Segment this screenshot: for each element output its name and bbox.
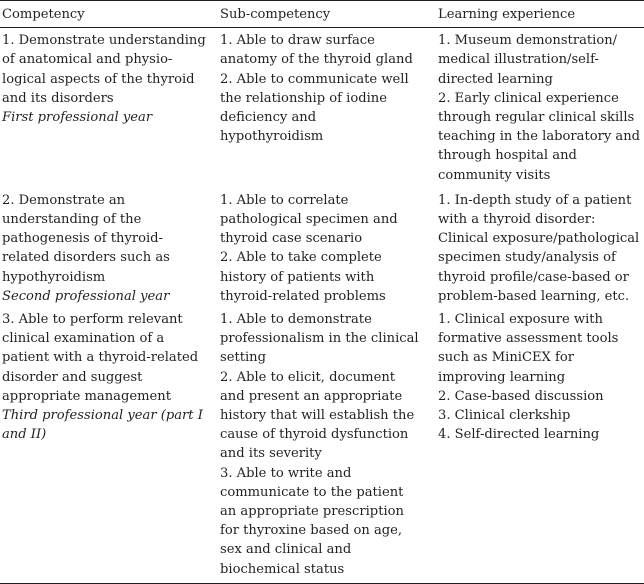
sub-competency-line: 1. Able to demonstrate bbox=[220, 312, 372, 328]
learning-experience-line: through regular clinical skills bbox=[438, 110, 635, 126]
competency-line: pathogenesis of thyroid- bbox=[2, 231, 163, 247]
learning-experience-cell bbox=[430, 28, 644, 191]
learning-experience-line: directed learning bbox=[438, 71, 553, 87]
professional-year: First professional year bbox=[2, 110, 153, 126]
learning-experience-line: 1. In-depth study of a patient bbox=[438, 192, 632, 208]
sub-competency-line: deficiency and bbox=[220, 110, 317, 126]
learning-experience-line: problem-based learning, etc. bbox=[438, 288, 630, 304]
sub-competency-line: 2. Able to elicit, document bbox=[220, 369, 396, 385]
sub-competency-line: thyroid-related problems bbox=[220, 288, 386, 304]
competency-line: disorder and suggest bbox=[2, 369, 143, 385]
competency-line: hypothyroidism bbox=[2, 269, 106, 285]
sub-competency-line: thyroid case scenario bbox=[220, 231, 363, 247]
header-competency: Competency bbox=[0, 1, 216, 28]
sub-competency-line: hypothyroidism bbox=[220, 129, 324, 145]
competency-cell bbox=[0, 191, 216, 310]
competency-line: 1. Demonstrate understanding bbox=[2, 33, 206, 49]
sub-competency-line: anatomy of the thyroid gland bbox=[220, 52, 413, 68]
learning-experience-line: 2. Case-based discussion bbox=[438, 388, 604, 404]
competency-line: logical aspects of the thyroid bbox=[2, 71, 195, 87]
table-header-row bbox=[0, 1, 644, 28]
competency-cell bbox=[0, 28, 216, 191]
competency-line: 3. Able to perform relevant bbox=[2, 312, 183, 328]
competency-line: 2. Demonstrate an bbox=[2, 192, 126, 208]
learning-experience-line: Clinical exposure/pathological bbox=[438, 231, 640, 247]
sub-competency-line: setting bbox=[220, 350, 266, 366]
table-row bbox=[0, 191, 644, 310]
competency-line: patient with a thyroid-related bbox=[2, 350, 199, 366]
sub-competency-line: 3. Able to write and bbox=[220, 465, 352, 481]
competency-line: clinical examination of a bbox=[2, 331, 165, 347]
sub-competency-line: history of patients with bbox=[220, 269, 375, 285]
competency-line: understanding of the bbox=[2, 212, 142, 228]
learning-experience-line: 1. Museum demonstration/ bbox=[438, 33, 618, 49]
sub-competency-line: cause of thyroid dysfunction bbox=[220, 427, 409, 443]
sub-competency-line: history that will establish the bbox=[220, 408, 415, 424]
sub-competency-line: the relationship of iodine bbox=[220, 90, 387, 106]
learning-experience-line: such as MiniCEX for bbox=[438, 350, 575, 366]
header-learning-experience: Learning experience bbox=[430, 1, 644, 28]
table-row bbox=[0, 28, 644, 191]
sub-competency-line: 2. Able to communicate well bbox=[220, 71, 409, 87]
sub-competency-line: 1. Able to correlate bbox=[220, 192, 349, 208]
competency-line: related disorders such as bbox=[2, 250, 170, 266]
learning-experience-line: 4. Self-directed learning bbox=[438, 427, 600, 443]
table-row bbox=[0, 310, 644, 583]
sub-competency-line: 1. Able to draw surface bbox=[220, 33, 375, 49]
header-sub-competency: Sub-competency bbox=[216, 1, 430, 28]
professional-year: Second professional year bbox=[2, 288, 170, 304]
sub-competency-line: communicate to the patient bbox=[220, 484, 404, 500]
sub-competency-line: for thyroxine based on age, bbox=[220, 523, 403, 539]
competency-line: and its disorders bbox=[2, 90, 114, 106]
sub-competency-line: and present an appropriate bbox=[220, 388, 403, 404]
sub-competency-line: professionalism in the clinical bbox=[220, 331, 419, 347]
professional-year: and II) bbox=[2, 427, 47, 443]
sub-competency-cell bbox=[216, 310, 430, 583]
sub-competency-line: sex and clinical and bbox=[220, 542, 352, 558]
competency-line: appropriate management bbox=[2, 388, 171, 404]
learning-experience-line: with a thyroid disorder: bbox=[438, 212, 596, 228]
learning-experience-cell bbox=[430, 191, 644, 310]
learning-experience-line: formative assessment tools bbox=[438, 331, 619, 347]
learning-experience-line: improving learning bbox=[438, 369, 566, 385]
learning-experience-line: community visits bbox=[438, 167, 551, 183]
sub-competency-line: and its severity bbox=[220, 446, 322, 462]
learning-experience-line: 1. Clinical exposure with bbox=[438, 312, 603, 328]
competency-cell bbox=[0, 310, 216, 583]
competency-line: of anatomical and physio- bbox=[2, 52, 173, 68]
learning-experience-cell bbox=[430, 310, 644, 583]
learning-experience-line: specimen study/analysis of bbox=[438, 250, 616, 266]
sub-competency-cell bbox=[216, 191, 430, 310]
learning-experience-line: thyroid profile/case-based or bbox=[438, 269, 629, 285]
sub-competency-line: 2. Able to take complete bbox=[220, 250, 382, 266]
sub-competency-line: pathological specimen and bbox=[220, 212, 398, 228]
sub-competency-line: an appropriate prescription bbox=[220, 504, 404, 520]
learning-experience-line: teaching in the laboratory and bbox=[438, 129, 641, 145]
learning-experience-line: 2. Early clinical experience bbox=[438, 90, 619, 106]
learning-experience-line: 3. Clinical clerkship bbox=[438, 408, 571, 424]
sub-competency-cell bbox=[216, 28, 430, 191]
professional-year: Third professional year (part I bbox=[2, 408, 203, 424]
sub-competency-line: biochemical status bbox=[220, 561, 345, 577]
learning-experience-line: medical illustration/self- bbox=[438, 52, 599, 68]
learning-experience-line: through hospital and bbox=[438, 148, 577, 164]
